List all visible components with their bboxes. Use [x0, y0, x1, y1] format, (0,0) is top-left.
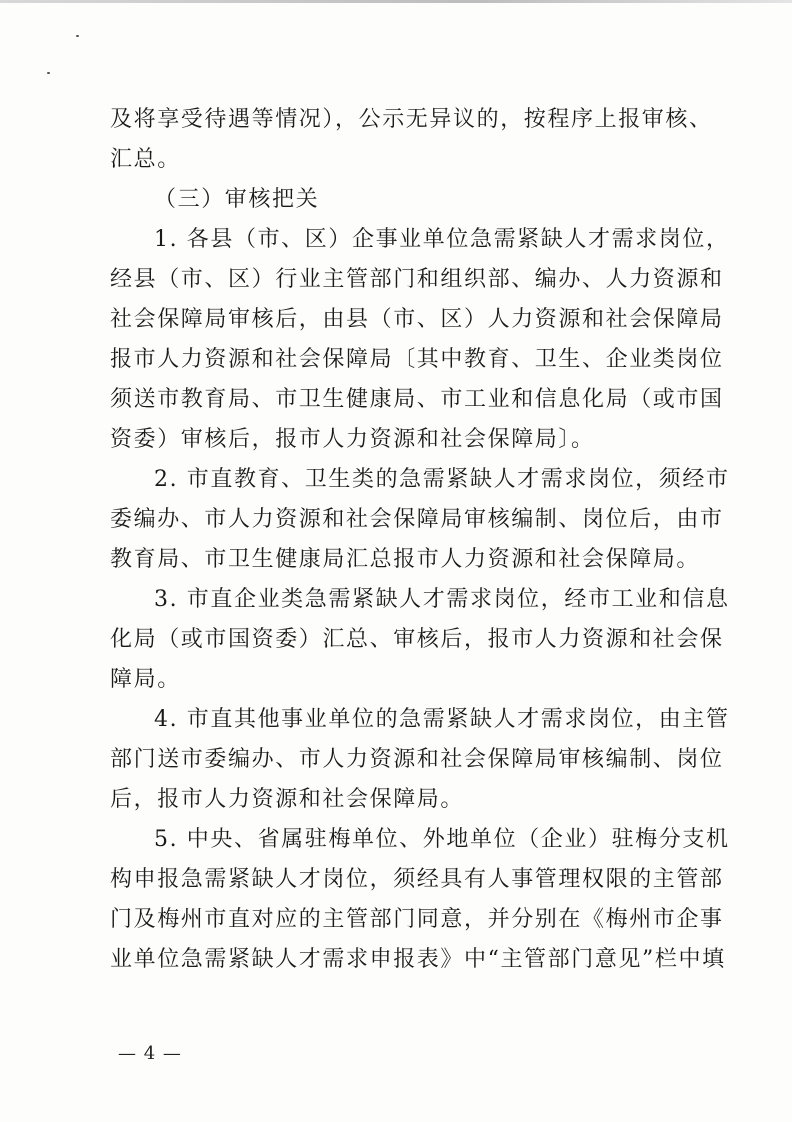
text-line: 业单位急需紧缺人才需求申报表》中“主管部门意见”栏中填	[110, 947, 726, 972]
text-line: 门及梅州市直对应的主管部门同意，并分别在《梅州市企事	[110, 907, 724, 932]
text-line: 化局（或市国资委）汇总、审核后，报市人力资源和社会保	[110, 627, 724, 652]
text-line: 资委）审核后，报市人力资源和社会保障局〕。	[110, 427, 595, 452]
section-heading: （三）审核把关	[154, 187, 320, 212]
text-line: 及将享受待遇等情况），公示无异议的，按程序上报审核、	[110, 107, 713, 132]
paragraph-2-start: 2. 市直教育、卫生类的急需紧缺人才需求岗位，须经市	[154, 467, 730, 492]
text-line: 经县（市、区）行业主管部门和组织部、编办、人力资源和	[110, 267, 724, 292]
paragraph-1-start: 1. 各县（市、区）企事业单位急需紧缺人才需求岗位，	[154, 227, 730, 252]
paragraph-3-start: 3. 市直企业类急需紧缺人才需求岗位，经市工业和信息	[154, 587, 730, 612]
body-text	[110, 100, 730, 980]
text-line: 社会保障局审核后，由县（市、区）人力资源和社会保障局	[110, 307, 724, 332]
scan-speck	[76, 35, 79, 37]
page-number: — 4 —	[118, 1043, 182, 1064]
text-line: 报市人力资源和社会保障局〔其中教育、卫生、企业类岗位	[110, 347, 724, 372]
scan-speck	[47, 72, 50, 74]
scan-top-edge	[0, 0, 792, 3]
text-line: 障局。	[110, 667, 181, 692]
text-line: 委编办、市人力资源和社会保障局审核编制、岗位后，由市	[110, 507, 724, 532]
text-line: 部门送市委编办、市人力资源和社会保障局审核编制、岗位	[110, 747, 724, 772]
text-line: 后，报市人力资源和社会保障局。	[110, 787, 465, 812]
text-line: 汇总。	[110, 147, 181, 172]
text-line: 教育局、市卫生健康局汇总报市人力资源和社会保障局。	[110, 547, 701, 572]
paragraph-5-start: 5. 中央、省属驻梅单位、外地单位（企业）驻梅分支机	[154, 827, 730, 852]
text-line: 须送市教育局、市卫生健康局、市工业和信息化局（或市国	[110, 387, 724, 412]
paragraph-4-start: 4. 市直其他事业单位的急需紧缺人才需求岗位，由主管	[154, 707, 730, 732]
text-line: 构申报急需紧缺人才岗位，须经具有人事管理权限的主管部	[110, 867, 724, 892]
